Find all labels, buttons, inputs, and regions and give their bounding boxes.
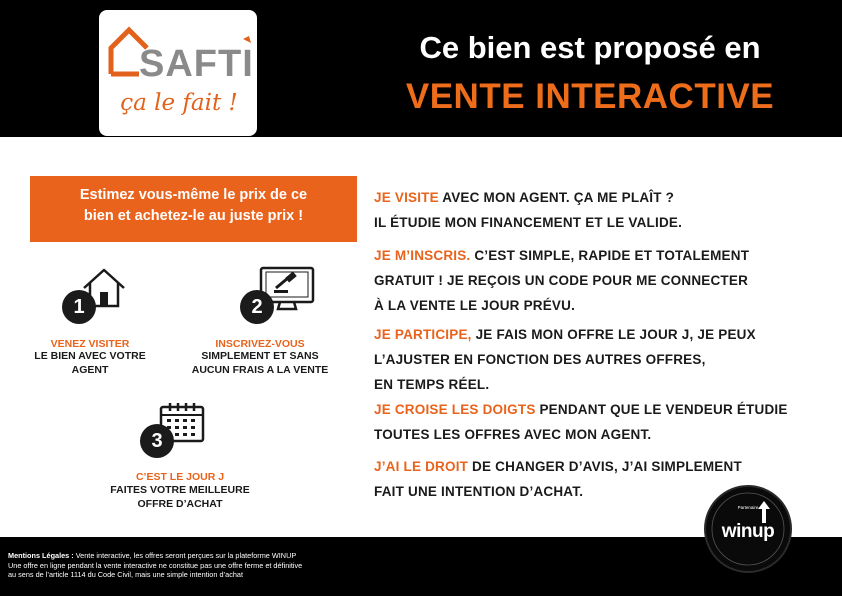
promo-line-2: bien et achetez-le au juste prix ! (83, 208, 304, 224)
step-3-number: 3 (140, 424, 174, 458)
paragraph-inscris-rest: C’EST SIMPLE, RAPIDE ET TOTALEMENT (470, 248, 750, 263)
step-1-title: VENEZ VISITER (50, 338, 130, 350)
step-1-desc-line-1: LE BIEN AVEC VOTRE (34, 350, 146, 362)
step-2-desc-line-1: SIMPLEMENT ET SANS (201, 350, 319, 362)
paragraph-participe-highlight: JE PARTICIPE, (374, 327, 472, 342)
step-2-desc (180, 350, 340, 377)
safti-logo[interactable] (99, 10, 257, 136)
paragraph-croise (374, 397, 834, 447)
winup-small: Partenaire (737, 505, 759, 510)
paragraph-croise-rest: PENDANT QUE LE VENDEUR ÉTUDIE (535, 402, 788, 417)
winup-badge[interactable] (704, 485, 792, 573)
paragraph-participe-line-3: EN TEMPS RÉEL. (374, 377, 490, 392)
legal-line-3: au sens de l’article 1114 du Code Civil, mais une simple intention d’achat (8, 570, 243, 579)
step-3-title: C’EST LE JOUR J (135, 471, 225, 483)
paragraph-croise-highlight: JE CROISE LES DOIGTS (374, 402, 536, 417)
paragraph-visite (374, 185, 834, 235)
paragraph-inscris-line-3: À LA VENTE LE JOUR PRÉVU. (374, 298, 576, 313)
step-1-number: 1 (62, 290, 96, 324)
legal-line-2: Une offre en ligne pendant la vente interactive ne constitue pas une offre ferme et définitive (8, 560, 303, 570)
paragraph-participe-rest: JE FAIS MON OFFRE LE JOUR J, JE PEUX (471, 327, 756, 342)
paragraph-visite-rest: AVEC MON AGENT. ÇA ME PLAÎT ? (438, 190, 675, 205)
paragraph-inscris (374, 243, 834, 318)
step-2-title: INSCRIVEZ-VOUS (215, 338, 305, 350)
paragraph-inscris-highlight: JE M’INSCRIS. (374, 248, 471, 263)
step-3-desc (95, 484, 265, 511)
step-2-desc-line-2: AUCUN FRAIS A LA VENTE (191, 363, 329, 376)
winup-brand: winup (721, 521, 775, 542)
promo-box (30, 176, 357, 242)
paragraph-droit-highlight: J’AI LE DROIT (374, 459, 469, 474)
logo-tagline: ça le fait ! (120, 90, 238, 116)
step-3-desc-line-1: FAITES VOTRE MEILLEURE (110, 484, 250, 496)
step-2-number: 2 (240, 290, 274, 324)
legal-notice (8, 551, 488, 580)
paragraph-inscris-line-2: GRATUIT ! JE REÇOIS UN CODE POUR ME CONNECTER (374, 273, 749, 288)
step-3-desc-line-2: OFFRE D’ACHAT (137, 497, 223, 510)
paragraph-droit-line-2: FAIT UNE INTENTION D’ACHAT. (374, 484, 584, 499)
legal-label: Mentions Légales : (8, 551, 74, 560)
step-1-desc-line-2: AGENT (71, 363, 109, 376)
headline-line-2: VENTE INTERACTIVE (405, 77, 775, 116)
step-1-desc (20, 350, 160, 377)
logo-brand: SAFTI (139, 43, 254, 85)
paragraph-participe-line-2: L’AJUSTER EN FONCTION DES AUTRES OFFRES, (374, 352, 706, 367)
paragraph-droit-rest: DE CHANGER D’AVIS, J’AI SIMPLEMENT (468, 459, 742, 474)
paragraph-participe (374, 322, 834, 397)
legal-line-1: Vente interactive, les offres seront perçues sur la plateforme WINUP (73, 551, 297, 560)
promo-line-1: Estimez vous-même le prix de ce (79, 187, 308, 203)
headline-line-1: Ce bien est proposé en (419, 30, 761, 65)
paragraph-visite-line-2: IL ÉTUDIE MON FINANCEMENT ET LE VALIDE. (374, 215, 683, 230)
paragraph-croise-line-2: TOUTES LES OFFRES AVEC MON AGENT. (374, 427, 652, 442)
paragraph-visite-highlight: JE VISITE (374, 190, 439, 205)
